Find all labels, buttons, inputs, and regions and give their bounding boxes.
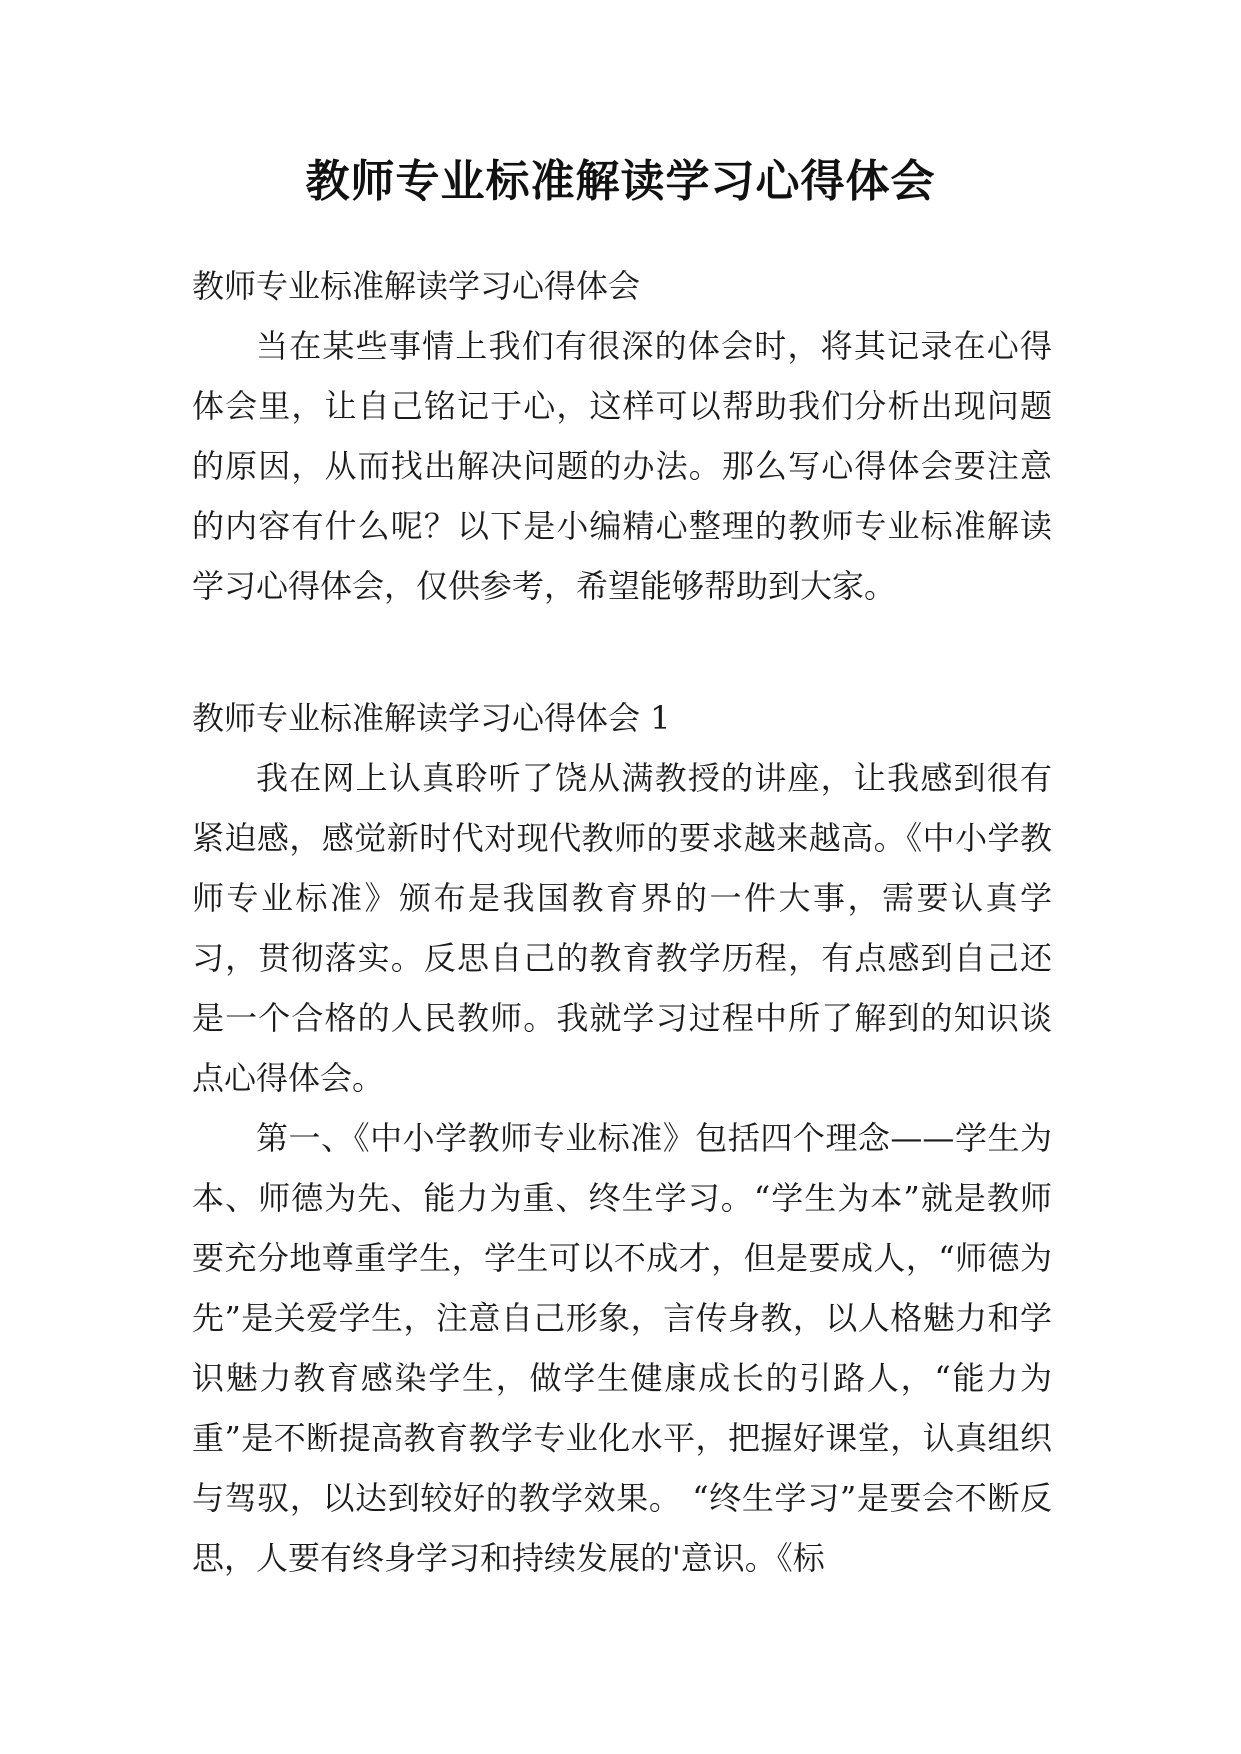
intro-section: [192, 256, 1052, 616]
intro-heading: 教师专业标准解读学习心得体会: [192, 267, 641, 305]
document-title: 教师专业标准解读学习心得体会: [305, 156, 936, 207]
section-1-heading: 教师专业标准解读学习心得体会 1: [192, 699, 671, 737]
section-1: [192, 688, 1052, 1588]
intro-paragraph: 当在某些事情上我们有很深的体会时，将其记录在心得体会里，让自己铭记于心，这样可以帮助我们分析出现问题的原因，从而找出解决问题的办法。那么写心得体会要注意的内容有什么呢？以下是小编精心整理的教师专业标准解读学习心得体会，仅供参考，希望能够帮助到大家。: [192, 327, 1052, 605]
section-1-paragraph-2: 第一、《中小学教师专业标准》包括四个理念——学生为本、师德为先、能力为重、终生学习。“学生为本”就是教师要充分地尊重学生，学生可以不成才，但是要成人，“师德为先”是关爱学生，注意自己形象，言传身教，以人格魅力和学识魅力教育感染学生，做学生健康成长的引路人，“能力为重”是不断提高教育教学专业化水平，把握好课堂，认真组织与驾驭，以达到较好的教学效果。 “终生学习”是要会不断反思，人要有终身学习和持续发展的'意识。《标: [192, 1119, 1052, 1577]
section-1-paragraph-1: 我在网上认真聆听了饶从满教授的讲座，让我感到很有紧迫感，感觉新时代对现代教师的要求越来越高。《中小学教师专业标准》颁布是我国教育界的一件大事，需要认真学习，贯彻落实。反思自己的教育教学历程，有点感到自己还是一个合格的人民教师。我就学习过程中所了解到的知识谈点心得体会。: [192, 759, 1052, 1097]
